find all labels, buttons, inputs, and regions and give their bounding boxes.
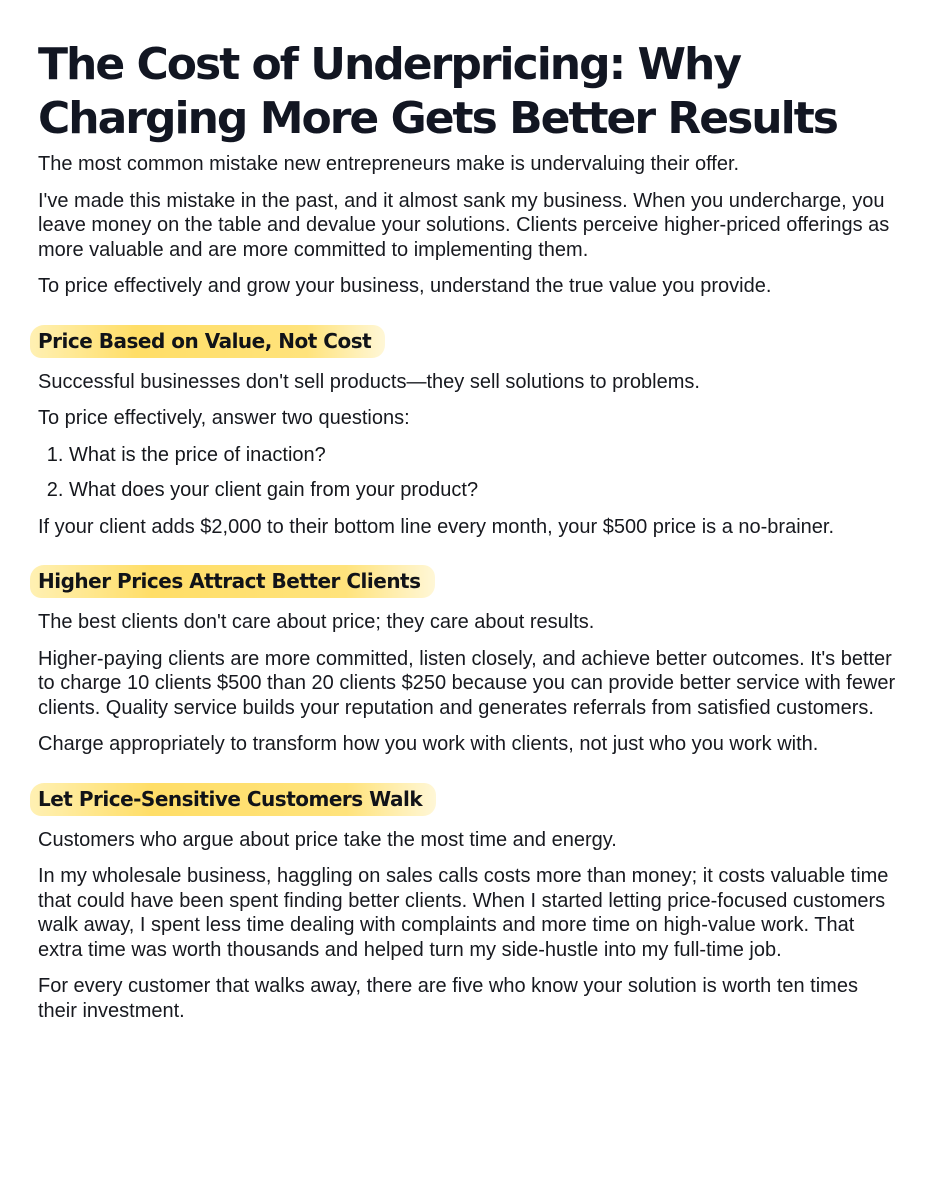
list-item: 2. What does your client gain from your product?: [69, 478, 897, 503]
section-higher-prices: [38, 551, 897, 757]
section-paragraph: The best clients don't care about price; they care about results.: [38, 611, 595, 633]
section-heading: Price Based on Value, Not Cost: [30, 325, 385, 358]
section-paragraph: Customers who argue about price take the most time and energy.: [38, 828, 617, 851]
section-price-based-on-value: [38, 311, 897, 540]
section-paragraph: To price effectively, answer two questions:: [38, 407, 410, 429]
intro-paragraph: The most common mistake new entrepreneurs make is undervaluing their offer.: [38, 153, 740, 175]
section-paragraph: Charge appropriately to transform how you work with clients, not just who you work with.: [38, 733, 819, 755]
questions-list: [38, 443, 897, 503]
section-paragraph: For every customer that walks away, there are five who know your solution is worth ten times their investment.: [38, 975, 858, 1022]
section-paragraph: Successful businesses don't sell products—they sell solutions to problems.: [38, 370, 700, 393]
intro-paragraph: To price effectively and grow your business, understand the true value you provide.: [38, 275, 772, 297]
section-price-sensitive: [38, 769, 897, 1024]
section-paragraph: Higher-paying clients are more committed, listen closely, and achieve better outcomes. It's better to charge 10 clients $500 than 20 clients $250 because you can provide better service with fewer clients. Quality service builds your reputation and generates referrals from satisfied customers.: [38, 647, 896, 719]
section-paragraph: In my wholesale business, haggling on sales calls costs more than money; it costs valuable time that could have been spent finding better clients. When I started letting price-focused customers walk away, I spent less time dealing with complaints and more time on high-value work. That extra time was worth thousands and helped turn my side-hustle into my full-time job.: [38, 865, 889, 961]
intro-paragraph: I've made this mistake in the past, and it almost sank my business. When you undercharge, you leave money on the table and devalue your solutions. Clients perceive higher-priced offerings as more valuable and are more committed to implementing them.: [38, 189, 890, 261]
section-heading: Let Price-Sensitive Customers Walk: [30, 783, 436, 816]
section-heading: Higher Prices Attract Better Clients: [30, 565, 435, 598]
article-title: The Cost of Underpricing: Why Charging More Gets Better Results: [38, 39, 837, 144]
section-paragraph: If your client adds $2,000 to their bottom line every month, your $500 price is a no-brainer.: [38, 515, 834, 538]
list-item: 1. What is the price of inaction?: [69, 443, 897, 468]
